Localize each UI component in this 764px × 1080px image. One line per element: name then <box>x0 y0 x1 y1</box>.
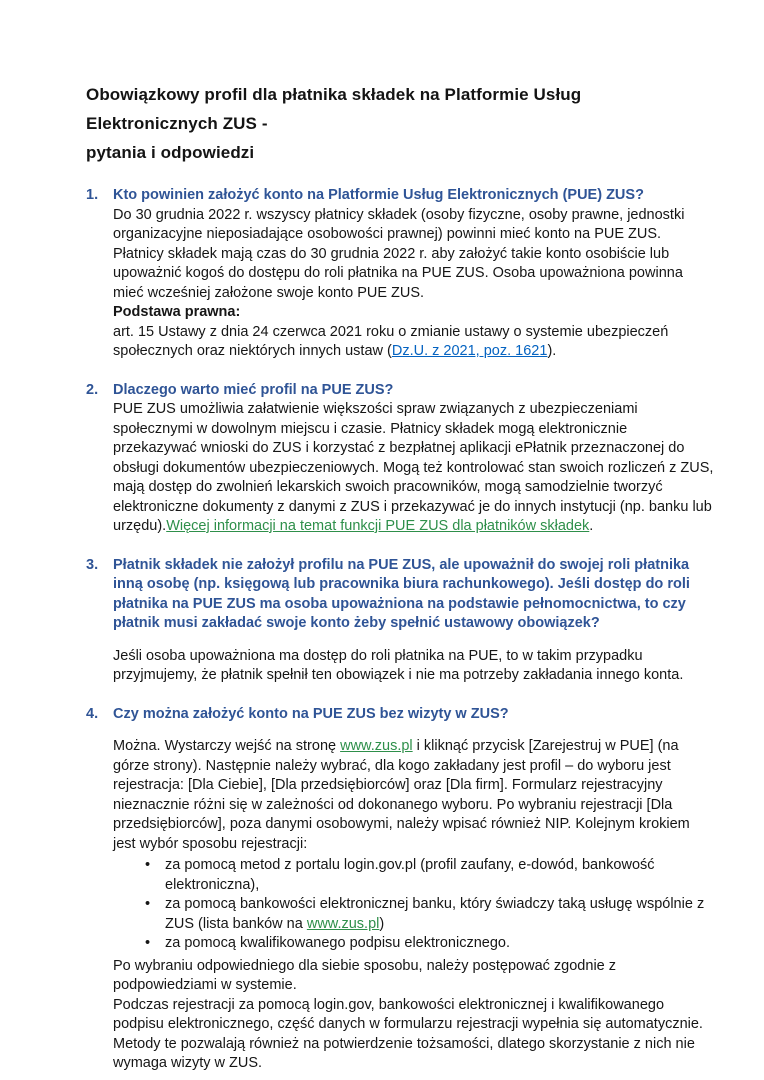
text-run: Można. Wystarczy wejść na stronę <box>113 738 341 754</box>
faq-section <box>86 705 714 1074</box>
paragraph <box>113 647 714 686</box>
question-number: 1. <box>86 187 99 203</box>
question-heading: Dlaczego warto mieć profil na PUE ZUS? <box>113 381 394 398</box>
bullet-icon: • <box>145 935 151 951</box>
paragraph <box>113 303 714 323</box>
text-run: ) <box>379 915 385 932</box>
text-run: za pomocą metod z portalu login.gov.pl (profil zaufany, e-dowód, bankowość elektroniczna), <box>165 857 655 893</box>
document-title-line1: Obowiązkowy profil dla płatnika składek na Platformie Usług Elektronicznych ZUS - <box>86 85 582 133</box>
bullet-item <box>143 934 714 954</box>
document-title <box>86 80 714 167</box>
bullet-list <box>113 856 714 954</box>
text-run: art. 15 Ustawy z dnia 24 czerwca 2021 roku o zmianie ustawy o systemie ubezpieczeń społecznych oraz niektórych innych ustaw ( <box>113 323 669 359</box>
paragraph <box>113 323 714 362</box>
sections <box>86 186 714 1074</box>
hyperlink[interactable]: www.zus.pl <box>306 915 380 932</box>
text-run: za pomocą bankowości elektronicznej banku, który świadczy taką usługę wspólnie z ZUS (lista banków na <box>165 896 705 932</box>
hyperlink[interactable]: Więcej informacji na temat funkcji PUE ZUS dla płatników składek <box>166 518 590 534</box>
paragraph <box>113 206 714 304</box>
document-content <box>86 80 714 1074</box>
paragraph <box>113 737 714 854</box>
question-number: 3. <box>86 556 99 573</box>
hyperlink[interactable]: Dz.U. z 2021, poz. 1621 <box>391 343 548 359</box>
bullet-item <box>143 895 714 934</box>
bullet-item <box>143 856 714 895</box>
text-run: Do 30 grudnia 2022 r. wszyscy płatnicy składek (osoby fizyczne, osoby prawne, jednostki organizacyjne nieposiadające osobowości prawnej) powinni mieć konto na PUE ZUS. Płatnicy składek mają czas do 30 grudnia 2022 r. aby założyć takie konto osobiście lub upoważnić kogoś do dostępu do roli płatnika na PUE ZUS. Osoba upoważniona powinna mieć wcześniej założone swoje konto PUE ZUS. <box>113 206 685 301</box>
question-heading: Czy można założyć konto na PUE ZUS bez wizyty w ZUS? <box>113 705 509 722</box>
text-run: za pomocą kwalifikowanego podpisu elektronicznego. <box>165 935 510 951</box>
paragraph <box>113 957 714 996</box>
hyperlink[interactable]: www.zus.pl <box>340 738 413 754</box>
paragraph <box>113 400 714 537</box>
text-run: i kliknąć przycisk [Zarejestruj w PUE] (na górze strony). Następnie należy wybrać, dla kogo zakładany jest profil – do wyboru jest rejestracja: [Dla Ciebie], [Dla przedsiębiorców] oraz [Dla firm]. Formularz rejestracyjny nieznacznie różni się w zależności od dokonanego wyboru. Po wybraniu rejestracji [Dla przedsiębiorców], poza danymi osobowymi, należy wpisać również NIP. Kolejnym krokiem jest wybór sposobu rejestracji: <box>113 738 690 852</box>
text-run: PUE ZUS umożliwia załatwienie większości spraw związanych z ubezpieczeniami społecznymi w dowolnym miejscu i czasie. Płatnicy składek mogą elektronicznie przekazywać wnioski do ZUS i korzystać z bezpłatnej aplikacji ePłatnik przeznaczonej do obsługi dokumentów ubezpieczeniowych. Mogą też kontrolować stan swoich rozliczeń z ZUS, mają dostęp do zwolnień lekarskich swoich pracowników, mogą samodzielnie tworzyć elektroniczne dokumenty z danymi z ZUS i przekazywać je do innych instytucji (np. banku lub urzędu). <box>113 401 714 534</box>
bullet-icon: • <box>145 896 151 912</box>
text-run: ). <box>547 343 557 359</box>
spacer <box>113 634 714 647</box>
section-body <box>113 381 714 537</box>
faq-section <box>86 186 714 362</box>
text-run: Podstawa prawna: <box>113 304 241 320</box>
spacer <box>113 724 714 737</box>
document-title-line2: pytania i odpowiedzi <box>86 143 255 162</box>
paragraph <box>113 996 714 1074</box>
question-number: 4. <box>86 705 99 722</box>
question-number: 2. <box>86 381 99 398</box>
faq-section <box>86 556 714 686</box>
text-run: Po wybraniu odpowiedniego dla siebie sposobu, należy postępować zgodnie z podpowiedziami w systemie. <box>113 957 617 993</box>
bullet-icon: • <box>145 857 151 873</box>
question-heading: Kto powinien założyć konto na Platformie Usług Elektronicznych (PUE) ZUS? <box>113 187 644 203</box>
section-body <box>113 186 714 362</box>
section-body <box>113 705 714 1074</box>
text-run: Jeśli osoba upoważniona ma dostęp do roli płatnika na PUE, to w takim przypadku przyjmujemy, że płatnik spełnił ten obowiązek i nie ma potrzeby zakładania innego konta. <box>113 647 684 683</box>
text-run: Podczas rejestracji za pomocą login.gov, bankowości elektronicznej i kwalifikowanego podpisu elektronicznego, część danych w formularzu rejestracji wypełnia się automatycznie. Metody te pozwalają również na potwierdzenie tożsamości, dlatego skorzystanie z nich nie wymaga wizyty w ZUS. <box>113 996 703 1071</box>
faq-section <box>86 381 714 537</box>
question-heading: Płatnik składek nie założył profilu na PUE ZUS, ale upoważnił do swojej roli płatnika inną osobę (np. księgową lub pracownika biura rachunkowego). Jeśli dostęp do roli płatnika na PUE ZUS ma osoba upoważniona na podstawie pełnomocnictwa, to czy płatnik musi zakładać swoje konto żeby spełnić ustawowy obowiązek? <box>113 556 690 631</box>
section-body <box>113 556 714 686</box>
text-run: . <box>589 518 594 534</box>
